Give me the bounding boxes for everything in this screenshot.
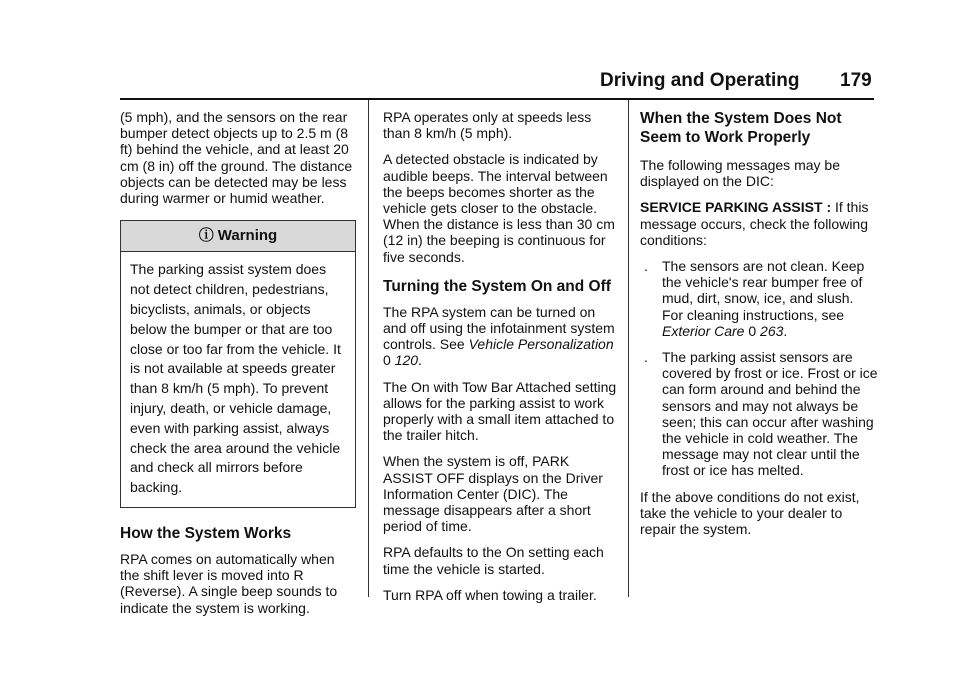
message-label: SERVICE PARKING ASSIST : <box>640 199 835 216</box>
paragraph: The On with Tow Bar Attached setting allows for the parking assist to work properly with a small item attached to the trailer hitch. <box>383 378 617 444</box>
column-3 <box>640 109 878 547</box>
bullet: . <box>644 258 648 275</box>
page-number: 179 <box>840 70 872 91</box>
header-title: Driving and Operating <box>600 70 800 91</box>
paragraph: When the system is off, PARK ASSIST OFF displays on the Driver Information Center (DIC). The message disappears after a short period of time. <box>383 453 603 535</box>
header-rule <box>120 98 874 100</box>
arrow-icon: 0 <box>383 352 391 369</box>
paragraph: RPA operates only at speeds less than 8 km/h (5 mph). <box>383 109 592 142</box>
paragraph: The following messages may be displayed on the DIC: <box>640 157 840 190</box>
section-heading: When the System Does Not Seem to Work Properly <box>640 110 842 146</box>
warning-header <box>121 221 355 252</box>
cross-reference-link[interactable]: Vehicle Personalization 0 120 <box>383 336 614 369</box>
section-heading: How the System Works <box>120 524 292 542</box>
paragraph: SERVICE PARKING ASSIST : If this message occurs, check the following conditions: <box>640 199 869 248</box>
column-1 <box>120 109 356 626</box>
column-divider-2 <box>628 100 629 597</box>
paragraph: (5 mph), and the sensors on the rear bumper detect objects up to 2.5 m (8 ft) behind the vehicle, and at least 20 cm (8 in) off the ground. The distance objects can be detected may be less during warmer or humid weather. <box>120 109 353 207</box>
warning-text: The parking assist system does not detect children, pedestrians, bicyclists, animals, or objects below the bumper or that are too close or too far from the vehicle. It is not available at speeds greater than 8 km/h (5 mph). To prevent injury, death, or vehicle damage, even with parking assist, always check the area around the vehicle and check all mirrors before backing. <box>130 261 341 496</box>
warning-title: Warning <box>217 227 278 245</box>
paragraph: The RPA system can be turned on and off using the infotainment system controls. See Vehicle Personalization 0 120. <box>383 303 615 369</box>
paragraph: Turn RPA off when towing a trailer. <box>383 586 597 603</box>
paragraph: RPA comes on automatically when the shift lever is moved into R (Reverse). A single beep sounds to indicate the system is working. <box>120 550 338 616</box>
arrow-icon: 0 <box>748 322 757 339</box>
list-item: . The sensors are not clean. Keep the vehicle's rear bumper free of mud, dirt, snow, ice, and slush. For cleaning instructions, see Exterior Care 0 263. <box>640 258 878 339</box>
warning-icon: ⓘ <box>198 227 214 245</box>
cross-reference-link[interactable]: Exterior Care 0 263 <box>662 322 784 339</box>
paragraph: RPA defaults to the On setting each time the vehicle is started. <box>383 544 604 577</box>
paragraph: If the above conditions do not exist, take the vehicle to your dealer to repair the system. <box>640 488 860 538</box>
bullet: . <box>644 349 648 366</box>
warning-box <box>120 220 356 508</box>
paragraph: A detected obstacle is indicated by audible beeps. The interval between the beeps becomes shorter as the vehicle gets closer to the obstacle. When the distance is less than 30 cm (12 in) the beeping is continuous for five seconds. <box>383 151 615 265</box>
column-divider-1 <box>368 100 369 597</box>
section-heading: Turning the System On and Off <box>383 277 611 295</box>
column-2 <box>383 109 617 613</box>
list-item: . The parking assist sensors are covered by frost or ice. Frost or ice can form around and behind the sensors and may not always be seen; this can occur after washing the vehicle in cold weather. The message may not clear until the frost or ice has melted. <box>640 349 878 479</box>
